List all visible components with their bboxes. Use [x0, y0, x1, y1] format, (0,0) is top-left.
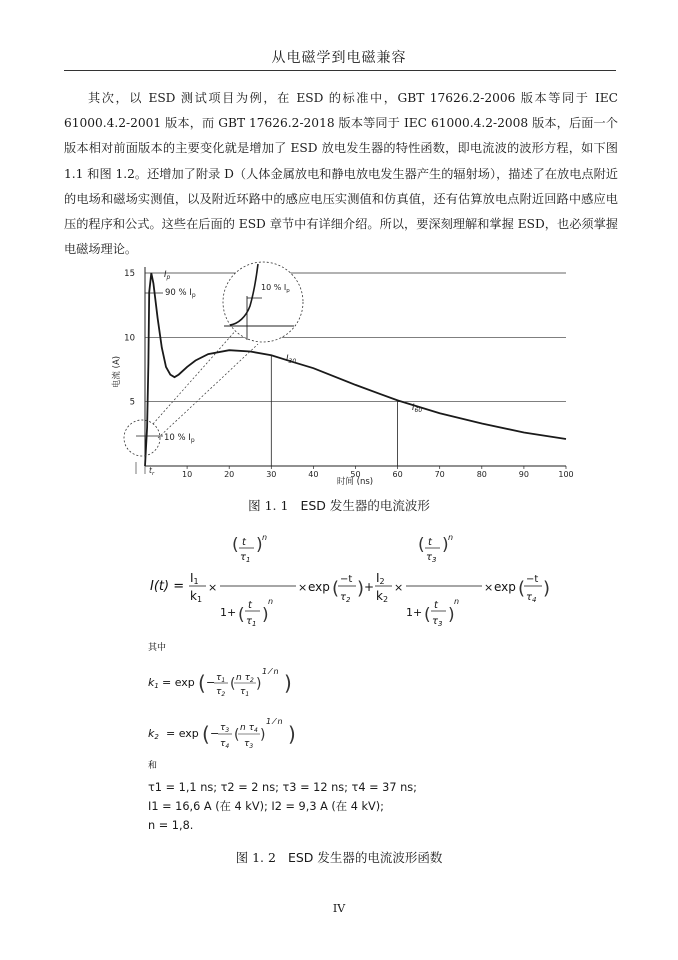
svg-text:(: (: [232, 535, 239, 555]
svg-text:1+: 1+: [406, 606, 423, 619]
y-ticks: [124, 269, 135, 408]
zoom-detail-circle: [223, 262, 303, 342]
svg-text:τ1: $\tau_1$: [240, 552, 251, 564]
svg-text:k1: k1: [148, 676, 159, 690]
svg-text:−: −: [210, 727, 220, 740]
caption-number: 图 1. 2: [235, 850, 276, 865]
x-tick-label: 80: [476, 470, 487, 479]
svg-text:): ): [256, 535, 263, 555]
svg-text:t: t: [434, 600, 438, 611]
page-number: IV: [332, 902, 346, 915]
svg-text:1 ⁄ n: 1 ⁄ n: [266, 717, 283, 726]
x-tick-label: 100: [558, 470, 574, 479]
svg-text:1+: 1+: [220, 606, 237, 619]
svg-text:τ1: $\tau_1$: [240, 687, 250, 698]
svg-text:×: ×: [394, 581, 404, 594]
svg-text:): ): [543, 578, 551, 599]
svg-text:n: n: [454, 597, 460, 606]
x-tick-label: 50: [350, 470, 361, 479]
header-rule: [64, 70, 616, 71]
zoom-p10-label: 10 % $I_p$: [261, 283, 290, 294]
body-paragraph: 其次，以 ESD 测试项目为例，在 ESD 的标准中，GBT 17626.2-2006 版本等同于 IEC 61000.4.2-2001 版本，而 GBT 17626.2-2018 版本等同于 IEC 61000.4.2-2008 版本，后面一个版本相对前面版本的主要变化就是增加了 ESD 放电发生器的特性函数，即电流波的波形方程，如下图 1.1 和图 1.2。还增加了附录 D（人体金属放电和静电放电发生器产生的辐射场），描述了在放电点附近的电场和磁场实测值，以及附近环路中的感应电压实测值和仿真值，还有估算放电点附近回路中感应电压的程序和公式。这些在后面的 ESD 章节中有详细介绍。所以，要深刻理解和掌握 ESD，也必须掌握电磁场理论。: [64, 91, 618, 257]
svg-text:k1: k1: [190, 589, 203, 604]
svg-text:n τ2: n $\tau_2$: [236, 673, 254, 684]
svg-text:+: +: [364, 580, 375, 594]
svg-text:t: t: [428, 537, 432, 548]
parameter-list: [148, 778, 417, 835]
formula-lhs: I(t) =: [150, 579, 185, 594]
svg-text:−: −: [206, 676, 216, 689]
y-tick-label: 10: [124, 333, 135, 344]
tr-label: $t_r$: [149, 466, 155, 477]
esd-current-waveform-chart: [108, 262, 578, 487]
svg-text:I2: I2: [376, 571, 385, 586]
caption-text: ESD 发生器的电流波形: [300, 498, 430, 513]
svg-text:k2: k2: [376, 589, 389, 604]
svg-text:(: (: [424, 605, 431, 625]
svg-text:τ3: $\tau_3$: [432, 616, 443, 628]
x-tick-label: 90: [518, 470, 529, 479]
svg-text:τ3: $\tau_3$: [426, 552, 437, 564]
where-label: 其中: [148, 643, 167, 653]
svg-text:(: (: [518, 578, 526, 599]
y-axis-label: 电流 (A): [112, 355, 122, 389]
svg-text:(: (: [238, 605, 245, 625]
svg-text:): ): [260, 727, 266, 743]
and-label: 和: [148, 761, 158, 771]
svg-text:τ4: $\tau_4$: [526, 592, 537, 604]
svg-text:(: (: [332, 578, 340, 599]
svg-text:×: ×: [484, 581, 494, 594]
k2-definition: [148, 717, 296, 750]
svg-text:exp: exp: [308, 580, 330, 594]
x-tick-label: 40: [308, 470, 319, 479]
svg-text:×: ×: [208, 581, 218, 594]
svg-text:τ4: $\tau_4$: [220, 739, 230, 750]
svg-text:τ3: $\tau_3$: [244, 739, 254, 750]
svg-text:τ2: $\tau_2$: [340, 592, 351, 604]
p10-label: 10 % $I_p$: [164, 433, 195, 444]
svg-text:τ1: $\tau_1$: [216, 673, 226, 684]
svg-text:1 ⁄ n: 1 ⁄ n: [262, 667, 279, 676]
zoom-connector-1: [153, 328, 238, 424]
svg-text:×: ×: [298, 581, 308, 594]
svg-text:τ2: $\tau_2$: [216, 687, 226, 698]
svg-text:): ): [256, 676, 262, 692]
svg-text:n: n: [448, 533, 454, 542]
svg-text:): ): [357, 578, 365, 599]
x-tick-label: 10: [182, 470, 193, 479]
svg-text:I1: I1: [190, 571, 199, 586]
svg-text:(: (: [202, 722, 210, 746]
gridlines: [145, 273, 566, 402]
svg-text:n: n: [262, 533, 268, 542]
svg-text:(: (: [230, 676, 236, 692]
k1-definition: [148, 667, 292, 698]
current-curve: [145, 273, 566, 466]
svg-text:(: (: [234, 727, 240, 743]
svg-text:(: (: [418, 535, 425, 555]
esd-waveform-formula: [150, 533, 570, 648]
p90-label: 90 % $I_p$: [165, 288, 196, 299]
zoom-connector-2: [158, 344, 258, 438]
i30-label: $I_{30}$: [286, 354, 297, 365]
svg-text:n: n: [268, 597, 274, 606]
figure-1-1-caption: [0, 496, 678, 514]
x-tick-label: 30: [266, 470, 277, 479]
x-ticks: [182, 466, 574, 479]
svg-text:(: (: [198, 671, 206, 695]
svg-text:): ): [288, 722, 296, 746]
svg-text:−t: −t: [526, 574, 539, 585]
svg-text:): ): [442, 535, 449, 555]
i60-label: $I_{60}$: [412, 403, 423, 414]
svg-text:= exp: = exp: [166, 727, 199, 740]
svg-text:τ3: $\tau_3$: [220, 723, 230, 734]
svg-text:k2: k2: [148, 727, 159, 741]
x-tick-label: 70: [434, 470, 445, 479]
ip-label: $I_p$: [164, 270, 171, 281]
svg-text:t: t: [242, 537, 246, 548]
svg-text:t: t: [248, 600, 252, 611]
param-line-taus: τ1 = 1,1 ns; τ2 = 2 ns; τ3 = 12 ns; τ4 = 37 ns;: [148, 781, 417, 794]
svg-text:): ): [262, 605, 269, 625]
caption-text: ESD 发生器的电流波形函数: [287, 850, 443, 865]
y-tick-label: 15: [124, 269, 135, 279]
svg-text:= exp: = exp: [162, 676, 195, 689]
y-tick-label: 5: [129, 397, 135, 408]
zoom-source-circle: [124, 420, 160, 456]
svg-text:−t: −t: [340, 574, 353, 585]
x-tick-label: 60: [392, 470, 403, 479]
running-header: 从电磁学到电磁兼容: [271, 50, 407, 66]
x-tick-label: 20: [224, 470, 235, 479]
svg-text:exp: exp: [494, 580, 516, 594]
param-line-currents: I1 = 16,6 A (在 4 kV); I2 = 9,3 A (在 4 kV);: [148, 800, 384, 813]
svg-text:): ): [448, 605, 455, 625]
param-line-n: n = 1,8.: [148, 819, 194, 832]
svg-text:): ): [284, 671, 292, 695]
svg-text:n τ4: n $\tau_4$: [240, 723, 258, 734]
caption-number: 图 1. 1: [248, 498, 289, 513]
x-axis-label: 时间 (ns): [336, 477, 374, 487]
svg-text:τ1: $\tau_1$: [246, 616, 257, 628]
figure-1-2-caption: [0, 848, 678, 866]
